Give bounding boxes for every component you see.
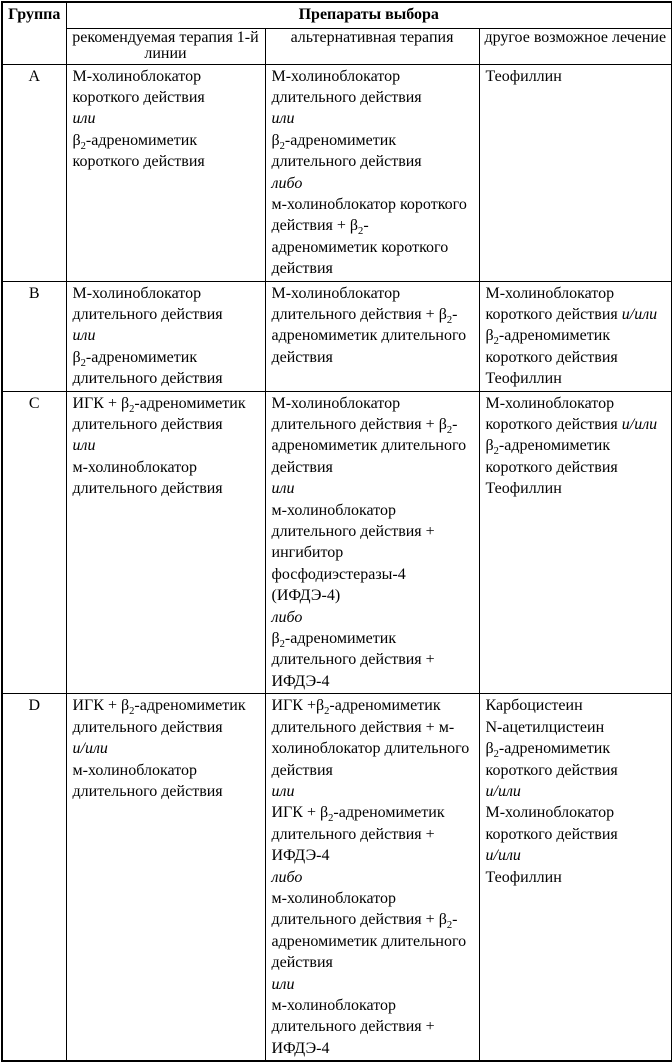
alternative-cell: ИГК $+\beta_2$-адреномиметик длительного действия + м-холиноблокатор длительного действия или ИГК + $\beta_2$-адреномиметик длительного действия + ИФДЭ-4 либо м-холиноблокатор длительного действия + $\beta_2$-адреномиметик длительного действия или м-холиноблокатор длительного действия + ИФДЭ-4 — [265, 694, 479, 1061]
first-line-cell: М-холиноблокатор короткого действия или $\beta_2$-адреномиметик короткого действия — [66, 64, 265, 281]
first-line-cell: ИГК + $\beta_2$-адреномиметик длительного действия или м-холиноблокатор длительного действия — [66, 391, 265, 694]
drugs-of-choice-header: Препараты выбора — [66, 2, 672, 28]
header-row-main — [2, 2, 672, 28]
other-cell: Теофиллин — [479, 64, 672, 281]
group-cell: B — [2, 281, 66, 391]
alternative-cell: М-холиноблокатор длительного действия или $\beta_2$-адреномиметик длительного действия либо м-холиноблокатор короткого действия + $\beta_2$-адреномиметик короткого действия — [265, 64, 479, 281]
group-cell: D — [2, 694, 66, 1061]
group-cell: C — [2, 391, 66, 694]
group-cell: A — [2, 64, 66, 281]
table-row-group-B — [2, 281, 672, 391]
alternative-cell: М-холиноблокатор длительного действия + $\beta_2$-адреномиметик длительного действия — [265, 281, 479, 391]
other-cell: Карбоцистеин N-ацетилцистеин $\beta_2$-адреномиметик короткого действия и/или М-холиноблокатор короткого действия и/или Теофиллин — [479, 694, 672, 1061]
table-row-group-A — [2, 64, 672, 281]
first-line-therapy-header: рекомендуемая терапия 1-й линии — [66, 28, 265, 64]
first-line-cell: М-холиноблокатор длительного действия или $\beta_2$-адреномиметик длительного действия — [66, 281, 265, 391]
other-cell: М-холиноблокатор короткого действия и/или $\beta_2$-адреномиметик короткого действия Теофиллин — [479, 391, 672, 694]
alternative-cell: М-холиноблокатор длительного действия + $\beta_2$-адреномиметик длительного действия или м-холиноблокатор длительного действия + ингибитор фосфодиэстеразы-4 (ИФДЭ-4) либо $\beta_2$-адреномиметик длительного действия + ИФДЭ-4 — [265, 391, 479, 694]
table-body — [2, 64, 672, 1061]
table-header — [2, 2, 672, 64]
table-row-group-D — [2, 694, 672, 1061]
treatment-table — [1, 1, 672, 1062]
header-row-sub — [2, 28, 672, 64]
other-treatment-header: другое возможное лечение — [479, 28, 672, 64]
first-line-cell: ИГК + $\beta_2$-адреномиметик длительного действия и/или м-холиноблокатор длительного действия — [66, 694, 265, 1061]
other-cell: М-холиноблокатор короткого действия и/или $\beta_2$-адреномиметик короткого действия Теофиллин — [479, 281, 672, 391]
alternative-therapy-header: альтернативная терапия — [265, 28, 479, 64]
table-row-group-C — [2, 391, 672, 694]
group-column-header: Группа — [2, 2, 66, 64]
